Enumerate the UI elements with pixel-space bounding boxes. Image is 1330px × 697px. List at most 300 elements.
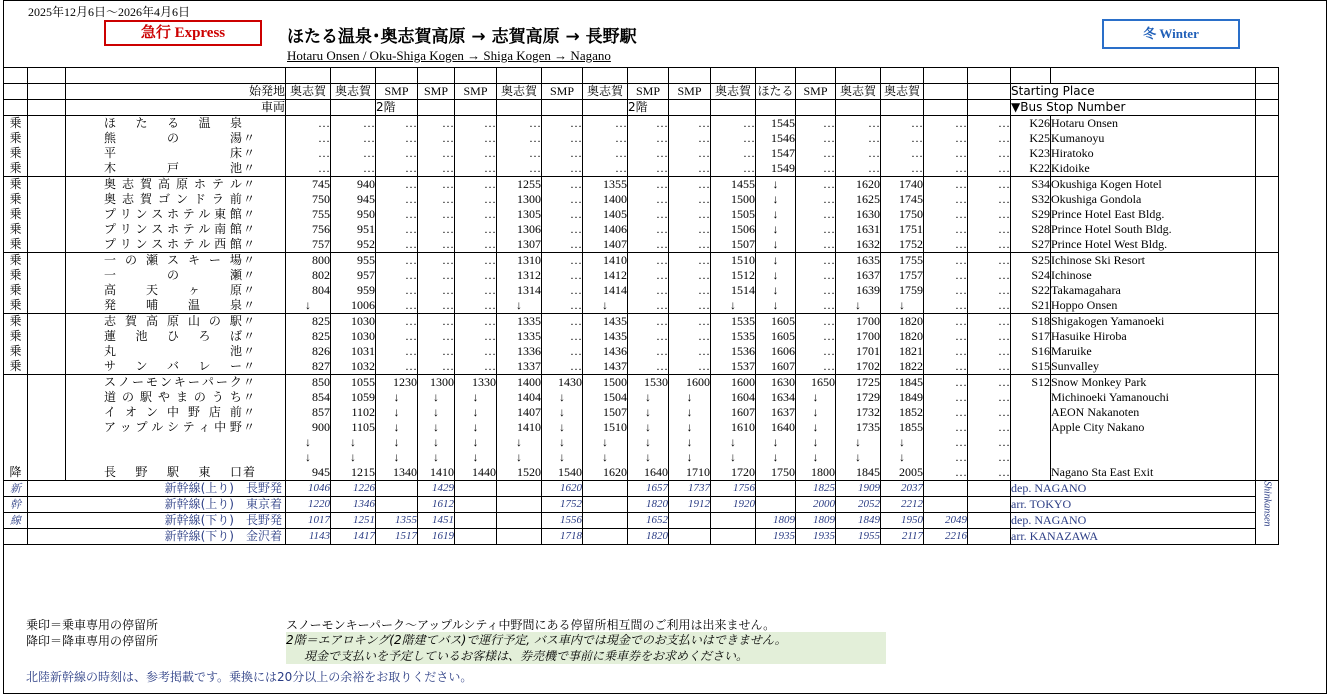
departure-time: …	[376, 222, 418, 237]
departure-time: …	[796, 268, 836, 283]
double-decker-note	[286, 632, 886, 664]
departure-time: …	[418, 222, 455, 237]
departure-time: 1407	[583, 237, 628, 253]
departure-time: …	[376, 207, 418, 222]
departure-time: 1535	[711, 329, 756, 344]
stop-name-en: Michinoeki Yamanouchi	[1051, 390, 1256, 405]
spacer-cell	[669, 68, 711, 84]
stop-name-cell	[66, 375, 286, 391]
departure-time: 1400	[497, 375, 542, 391]
spacer-cell	[583, 68, 628, 84]
departure-time: ↓	[628, 435, 669, 450]
departure-time: 1631	[836, 222, 881, 237]
stop-name-cell	[66, 192, 286, 207]
departure-time: 1512	[711, 268, 756, 283]
departure-time: 1547	[756, 146, 796, 161]
vehicle-cell	[796, 100, 836, 116]
spacer-cell	[1011, 68, 1051, 84]
departure-time: 1307	[497, 237, 542, 253]
departure-time: …	[542, 116, 583, 132]
stop-name: サ ン バ レ ー	[104, 359, 242, 373]
departure-time: ↓	[376, 450, 418, 465]
blank-cell	[28, 465, 66, 481]
departure-time: …	[376, 161, 418, 177]
departure-time: …	[796, 146, 836, 161]
departure-time: …	[924, 405, 968, 420]
departure-time: 1510	[711, 253, 756, 269]
origin-cell: SMP	[628, 84, 669, 100]
departure-time: 1759	[881, 283, 924, 298]
blank-cell	[28, 283, 66, 298]
board-legend: 乗印＝乗車専用の停留所	[26, 618, 159, 632]
departure-time: 950	[331, 207, 376, 222]
departure-time: …	[418, 131, 455, 146]
bus-stop-code: S29	[1011, 207, 1051, 222]
spacer-cell	[628, 68, 669, 84]
stop-name: ス ノ ー モ ン キ ー パ ー ク	[104, 375, 242, 389]
stop-row	[4, 420, 1279, 435]
departure-time: 1750	[756, 465, 796, 481]
blank-cell	[1256, 177, 1279, 193]
departure-time: …	[331, 116, 376, 132]
departure-time: …	[796, 298, 836, 314]
departure-time: …	[968, 314, 1011, 330]
stop-name-cell	[66, 420, 286, 435]
departure-time: …	[583, 146, 628, 161]
blank-cell	[1256, 100, 1279, 116]
blank-cell	[28, 314, 66, 330]
departure-time: …	[542, 268, 583, 283]
departure-time: ↓	[497, 298, 542, 314]
stop-name-cell	[66, 314, 286, 330]
departure-time: 1335	[497, 314, 542, 330]
departure-time: …	[968, 390, 1011, 405]
departure-time: …	[455, 314, 497, 330]
departure-time: ↓	[669, 435, 711, 450]
departure-time: …	[418, 237, 455, 253]
express-badge: 急行 Express	[104, 20, 262, 46]
boarding-mark: 乗	[4, 314, 28, 330]
departure-time: …	[796, 192, 836, 207]
origin-cell: SMP	[669, 84, 711, 100]
vehicle-cell	[455, 100, 497, 116]
departure-time: 955	[331, 253, 376, 269]
departure-time: 1545	[756, 116, 796, 132]
departure-time: 1640	[756, 420, 796, 435]
departure-time: …	[455, 192, 497, 207]
stop-name-cell	[66, 237, 286, 253]
departure-time: …	[968, 268, 1011, 283]
departure-time: …	[455, 283, 497, 298]
departure-time: 825	[286, 329, 331, 344]
departure-time: 1006	[331, 298, 376, 314]
departure-time: 1650	[796, 375, 836, 391]
bus-stop-code: K23	[1011, 146, 1051, 161]
shinkansen-time: 2216	[924, 529, 968, 545]
departure-time: ↓	[542, 435, 583, 450]
stop-row	[4, 268, 1279, 283]
departure-time: 1305	[497, 207, 542, 222]
departure-time: …	[455, 131, 497, 146]
departure-time: 1412	[583, 268, 628, 283]
origin-cell: 奥志賀	[881, 84, 924, 100]
departure-time: 804	[286, 283, 331, 298]
departure-time: 1520	[497, 465, 542, 481]
shinkansen-time	[583, 513, 628, 529]
departure-time: …	[376, 116, 418, 132]
departure-time: …	[628, 177, 669, 193]
blank-cell	[1256, 161, 1279, 177]
departure-time: ↓	[376, 435, 418, 450]
departure-time: 1230	[376, 375, 418, 391]
spacer-cell	[497, 68, 542, 84]
departure-time: 1500	[711, 192, 756, 207]
shinkansen-time	[756, 497, 796, 513]
stop-row	[4, 450, 1279, 465]
shinkansen-note: 北陸新幹線の時刻は、参考掲載です。乗換には20分以上の余裕をお取りください。	[26, 670, 473, 684]
departure-time: 945	[331, 192, 376, 207]
departure-time: 1536	[711, 344, 756, 359]
shinkansen-time: 1417	[331, 529, 376, 545]
vehicle-cell	[286, 100, 331, 116]
departure-time: 1849	[881, 390, 924, 405]
departure-time: 1855	[881, 420, 924, 435]
departure-time: 1630	[756, 375, 796, 391]
departure-time: 1530	[628, 375, 669, 391]
departure-time: …	[376, 268, 418, 283]
departure-time: …	[669, 268, 711, 283]
shinkansen-time	[924, 481, 968, 497]
shinkansen-time: 1355	[376, 513, 418, 529]
departure-time: 1620	[836, 177, 881, 193]
departure-time: …	[628, 329, 669, 344]
spacer-cell	[756, 68, 796, 84]
boarding-mark: 乗	[4, 329, 28, 344]
shinkansen-time: 1657	[628, 481, 669, 497]
stop-name: プ リ ン ス ホ テ ル 東 館	[104, 207, 242, 221]
departure-time: …	[968, 329, 1011, 344]
departure-time: 1632	[836, 237, 881, 253]
departure-time: ↓	[756, 268, 796, 283]
departure-time: ↓	[796, 390, 836, 405]
stop-row	[4, 314, 1279, 330]
departure-time: ↓	[542, 390, 583, 405]
departure-time: ↓	[628, 420, 669, 435]
shinkansen-time: 1912	[669, 497, 711, 513]
departure-time: 1822	[881, 359, 924, 375]
departure-time: ↓	[455, 435, 497, 450]
shinkansen-time: 1935	[756, 529, 796, 545]
departure-time: 745	[286, 177, 331, 193]
departure-time: 1700	[836, 314, 881, 330]
origin-cell: 奥志賀	[583, 84, 628, 100]
departure-time: …	[836, 116, 881, 132]
origin-cell: SMP	[542, 84, 583, 100]
departure-time: ↓	[756, 222, 796, 237]
stop-name: 道 の 駅 や ま の う ち	[104, 390, 242, 404]
stop-name-en: Takamagahara	[1051, 283, 1256, 298]
origin-cell: 奥志賀	[286, 84, 331, 100]
blank-cell	[1256, 222, 1279, 237]
departure-time: ↓	[711, 450, 756, 465]
shinkansen-time	[497, 513, 542, 529]
shinkansen-time: 1820	[628, 497, 669, 513]
blank-cell	[1256, 435, 1279, 450]
blank-cell	[28, 435, 66, 450]
departure-time: …	[968, 405, 1011, 420]
departure-time: …	[711, 146, 756, 161]
departure-time: 1215	[331, 465, 376, 481]
shinkansen-time: 2052	[836, 497, 881, 513]
shinkansen-time	[968, 497, 1011, 513]
departure-time: …	[669, 359, 711, 375]
departure-time: …	[286, 146, 331, 161]
stop-name-en: Sunvalley	[1051, 359, 1256, 375]
departure-time: 1414	[583, 283, 628, 298]
blank-cell	[28, 405, 66, 420]
departure-time: ↓	[836, 450, 881, 465]
origin-cell: 奥志賀	[711, 84, 756, 100]
departure-time: …	[836, 146, 881, 161]
stop-name-cell	[66, 222, 286, 237]
shinkansen-time: 1809	[756, 513, 796, 529]
departure-time: …	[796, 314, 836, 330]
departure-time: 1340	[376, 465, 418, 481]
spacer-cell	[331, 68, 376, 84]
vehicle-cell	[711, 100, 756, 116]
ditto-mark: 〃	[242, 237, 255, 251]
blank-cell	[1256, 84, 1279, 100]
departure-time: 1845	[881, 375, 924, 391]
departure-time: ↓	[669, 390, 711, 405]
departure-time: 1610	[711, 420, 756, 435]
stop-name-en: Hiratoko	[1051, 146, 1256, 161]
departure-time: ↓	[796, 420, 836, 435]
stop-name: 木 戸 池	[104, 161, 242, 175]
stop-name-cell	[66, 283, 286, 298]
departure-time: 951	[331, 222, 376, 237]
blank-cell	[1256, 146, 1279, 161]
blank-cell	[28, 450, 66, 465]
stop-name-cell	[66, 359, 286, 375]
departure-time: …	[968, 344, 1011, 359]
shinkansen-section-char: 線	[4, 513, 28, 529]
shinkansen-time: 1935	[796, 529, 836, 545]
departure-time: ↓	[331, 450, 376, 465]
shinkansen-time: 1017	[286, 513, 331, 529]
blank-cell	[28, 329, 66, 344]
departure-time: 1030	[331, 329, 376, 344]
stop-name-cell	[66, 435, 286, 450]
departure-time: ↓	[756, 435, 796, 450]
departure-time: ↓	[711, 298, 756, 314]
departure-time: …	[628, 131, 669, 146]
departure-time: 1800	[796, 465, 836, 481]
departure-time: 1604	[711, 390, 756, 405]
departure-time: …	[836, 131, 881, 146]
departure-time: …	[628, 222, 669, 237]
shinkansen-label-en: arr. TOKYO	[1011, 497, 1256, 513]
departure-time: 945	[286, 465, 331, 481]
stop-row	[4, 283, 1279, 298]
departure-time: 1725	[836, 375, 881, 391]
stop-name: ア ッ プ ル シ テ ィ 中 野	[104, 420, 242, 434]
blank-cell	[1256, 268, 1279, 283]
shinkansen-time	[583, 497, 628, 513]
departure-time: 1605	[756, 329, 796, 344]
departure-time: ↓	[418, 405, 455, 420]
ditto-mark: 〃	[242, 283, 255, 297]
departure-time: …	[628, 192, 669, 207]
stop-name: プ リ ン ス ホ テ ル 南 館	[104, 222, 242, 236]
departure-time: 1406	[583, 222, 628, 237]
boarding-mark	[4, 390, 28, 405]
vehicle-cell	[669, 100, 711, 116]
stop-name: 一 の 瀬 ス キ ー 場	[104, 253, 242, 267]
departure-time: 1435	[583, 314, 628, 330]
departure-time: 757	[286, 237, 331, 253]
ditto-mark: 〃	[242, 390, 255, 404]
departure-time: …	[711, 161, 756, 177]
spacer-cell	[881, 68, 924, 84]
shinkansen-time: 1756	[711, 481, 756, 497]
departure-time: …	[628, 146, 669, 161]
departure-time: …	[331, 161, 376, 177]
departure-time: …	[418, 177, 455, 193]
departure-time: …	[542, 131, 583, 146]
departure-time: 1312	[497, 268, 542, 283]
departure-time: …	[542, 344, 583, 359]
boarding-mark: 乗	[4, 253, 28, 269]
bus-stop-code: S28	[1011, 222, 1051, 237]
departure-time: …	[924, 435, 968, 450]
shinkansen-time	[711, 529, 756, 545]
departure-time: 756	[286, 222, 331, 237]
departure-time: …	[418, 298, 455, 314]
blank-cell	[28, 390, 66, 405]
stop-name: プ リ ン ス ホ テ ル 西 館	[104, 237, 242, 251]
shinkansen-label-en: arr. KANAZAWA	[1011, 529, 1256, 545]
departure-time: 1549	[756, 161, 796, 177]
departure-time: …	[924, 314, 968, 330]
shinkansen-time	[669, 513, 711, 529]
departure-time: …	[796, 177, 836, 193]
departure-time: …	[796, 359, 836, 375]
blank-cell	[1256, 298, 1279, 314]
blank-cell	[1256, 253, 1279, 269]
vehicle-cell: 2階	[376, 100, 418, 116]
departure-time: 1102	[331, 405, 376, 420]
departure-time: 1404	[497, 390, 542, 405]
departure-time: 1732	[836, 405, 881, 420]
departure-time: 1600	[669, 375, 711, 391]
departure-time: …	[669, 298, 711, 314]
departure-time: …	[376, 192, 418, 207]
bus-stop-code: S15	[1011, 359, 1051, 375]
double-decker-note-line2: 現金で支払いを予定しているお客様は、券売機で事前に乗車券をお求めください。	[304, 649, 749, 663]
table-bottom-edge	[4, 545, 1279, 546]
departure-time: …	[968, 192, 1011, 207]
stop-name: イ オ ン 中 野 店 前	[104, 405, 242, 419]
departure-time: 854	[286, 390, 331, 405]
departure-time: 1105	[331, 420, 376, 435]
departure-time: ↓	[542, 450, 583, 465]
spacer-cell	[28, 68, 66, 84]
shinkansen-time	[497, 481, 542, 497]
departure-time: 1405	[583, 207, 628, 222]
departure-time: …	[669, 192, 711, 207]
stop-row	[4, 116, 1279, 132]
departure-time: …	[924, 390, 968, 405]
origin-cell	[924, 84, 968, 100]
departure-time: …	[542, 283, 583, 298]
ditto-mark: 〃	[242, 146, 255, 160]
departure-time: ↓	[796, 405, 836, 420]
departure-time: 1407	[497, 405, 542, 420]
stop-row	[4, 207, 1279, 222]
bus-stop-code	[1011, 390, 1051, 405]
ditto-mark: 〃	[242, 131, 255, 145]
departure-time: …	[455, 298, 497, 314]
departure-time: …	[542, 314, 583, 330]
shinkansen-time: 2037	[881, 481, 924, 497]
departure-time: …	[669, 161, 711, 177]
origin-cell: SMP	[455, 84, 497, 100]
departure-time: …	[542, 207, 583, 222]
shinkansen-section-char: 新	[4, 481, 28, 497]
departure-time: …	[376, 253, 418, 269]
departure-time: …	[455, 161, 497, 177]
shinkansen-time	[968, 529, 1011, 545]
departure-time: …	[968, 435, 1011, 450]
stop-name-en: Shigakogen Yamanoeki	[1051, 314, 1256, 330]
departure-time: 1031	[331, 344, 376, 359]
bus-stop-code: S18	[1011, 314, 1051, 330]
bus-stop-code: S12	[1011, 375, 1051, 391]
bus-stop-number-label: ▼Bus Stop Number	[1011, 100, 1256, 116]
stop-name: 高 天 ヶ 原	[104, 283, 242, 297]
departure-time: …	[542, 237, 583, 253]
ditto-mark: 〃	[242, 359, 255, 373]
stop-row	[4, 405, 1279, 420]
boarding-mark: 乗	[4, 298, 28, 314]
boarding-mark: 乗	[4, 283, 28, 298]
departure-time: …	[286, 161, 331, 177]
departure-time: ↓	[796, 450, 836, 465]
departure-time: 1306	[497, 222, 542, 237]
departure-time: 952	[331, 237, 376, 253]
blank-cell	[1256, 237, 1279, 253]
shinkansen-time: 1849	[836, 513, 881, 529]
shinkansen-time	[376, 497, 418, 513]
departure-time: 1059	[331, 390, 376, 405]
departure-time: …	[542, 177, 583, 193]
departure-time: ↓	[669, 450, 711, 465]
origin-cell	[968, 84, 1011, 100]
departure-time: …	[628, 116, 669, 132]
shinkansen-time	[711, 513, 756, 529]
stop-name: 志 賀 高 原 山 の 駅	[104, 314, 242, 328]
departure-time: ↓	[756, 177, 796, 193]
shinkansen-side-text: Shinkansen	[1261, 481, 1273, 527]
departure-time: …	[628, 207, 669, 222]
shinkansen-time: 1920	[711, 497, 756, 513]
departure-time: 1400	[583, 192, 628, 207]
departure-time: 1410	[418, 465, 455, 481]
stop-name-en: Prince Hotel South Bldg.	[1051, 222, 1256, 237]
blank-cell	[1256, 283, 1279, 298]
stop-name-en: Nagano Sta East Exit	[1051, 465, 1256, 481]
